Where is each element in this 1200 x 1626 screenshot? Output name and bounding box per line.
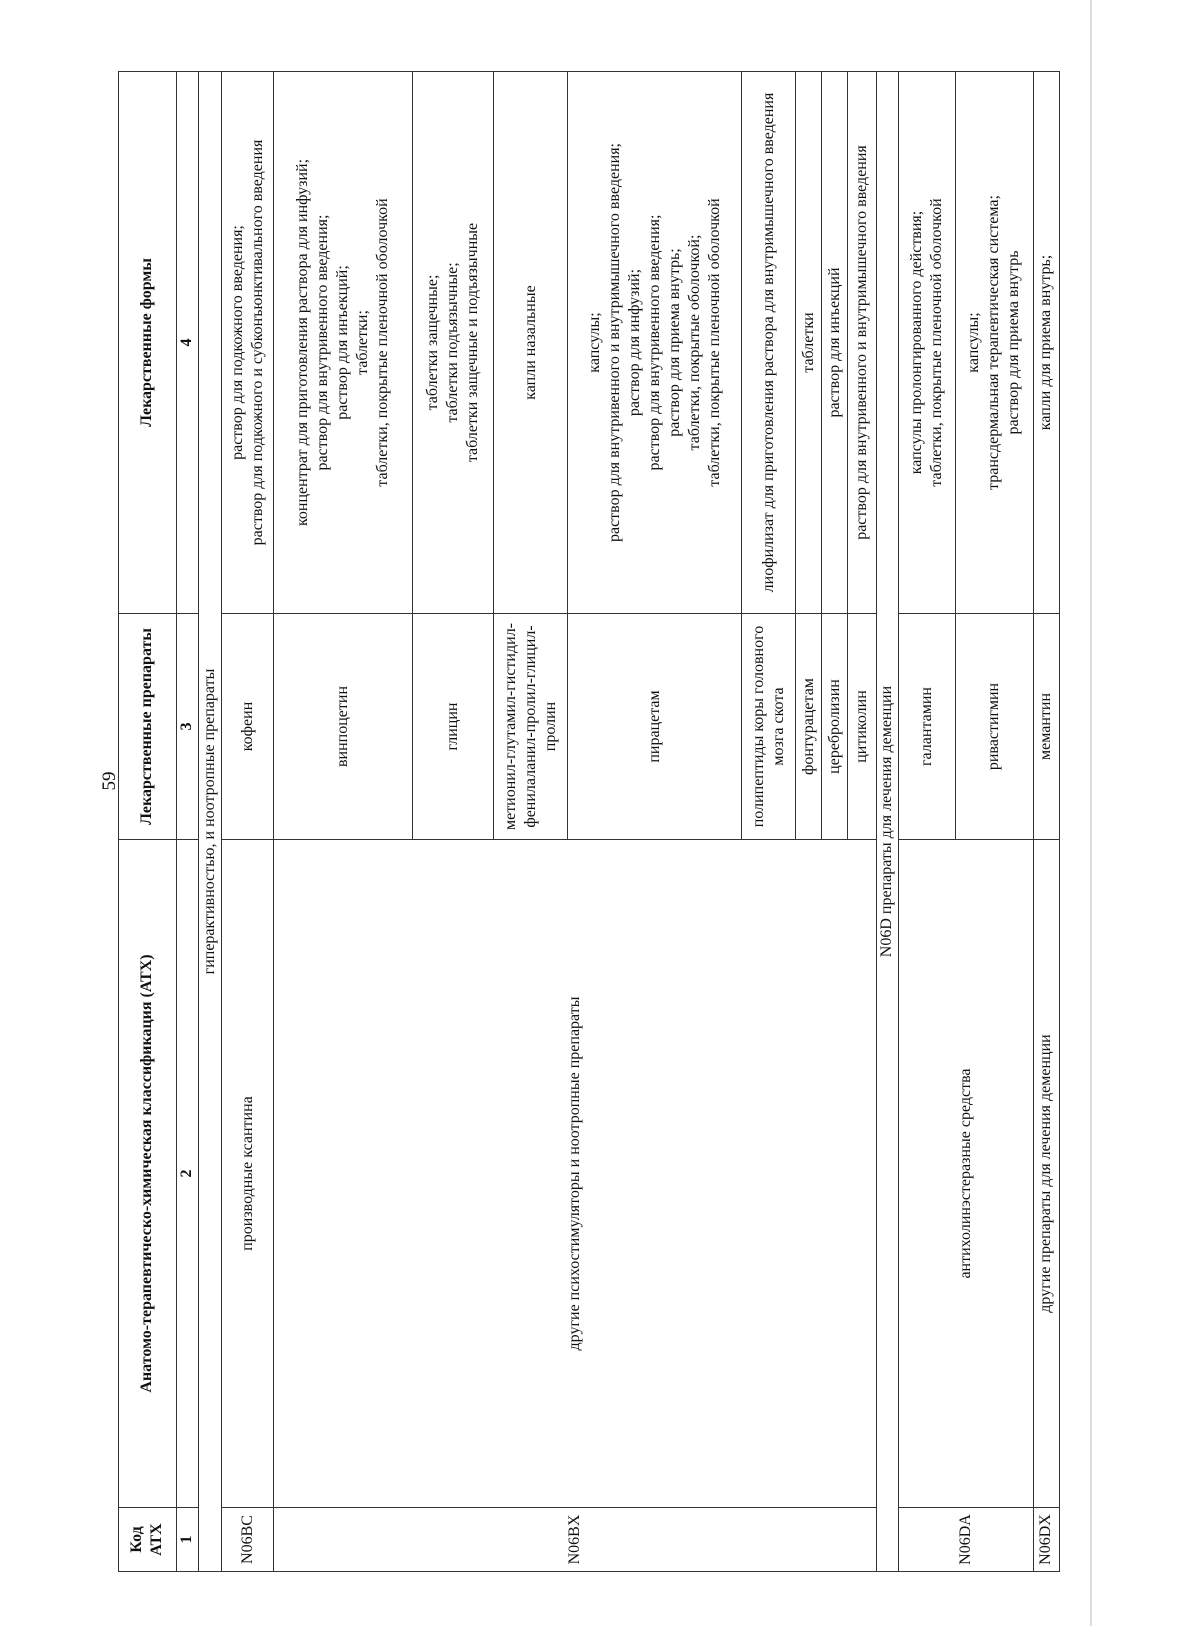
form-line: капли для приема внутрь; (1037, 254, 1055, 431)
dosage-forms (796, 72, 822, 614)
drug-table (118, 71, 1060, 1572)
section-heading: гиперактивностью, и ноотропные препараты (199, 72, 222, 1572)
column-number-row (176, 72, 199, 1572)
form-line: лиофилизат для приготовления раствора для внутримышечного введения (759, 92, 777, 593)
header-drugs: Лекарственные препараты (119, 614, 177, 840)
form-line: таблетки подъязычные; (444, 262, 462, 423)
scan-edge (1090, 0, 1092, 1626)
section-heading: N06D препараты для лечения деменции (876, 72, 899, 1572)
column-number: 3 (176, 614, 199, 840)
rotated-page (118, 72, 1060, 1572)
drug-name: фонтурацетам (796, 614, 822, 840)
dosage-forms (494, 72, 568, 614)
table-row (899, 72, 955, 1572)
form-line: капсулы; (585, 312, 603, 373)
table-row (1033, 72, 1059, 1572)
atc-code: N06BX (274, 1508, 876, 1572)
form-line: раствор для внутривенного и внутримышечного введения; (605, 142, 623, 543)
dosage-forms (848, 72, 876, 614)
form-line: раствор для приема внутрь (1005, 250, 1023, 435)
drug-name: цитиколин (848, 614, 876, 840)
form-line: таблетки; (354, 310, 372, 375)
form-line: концентрат для приготовления раствора для инфузий; (294, 158, 312, 527)
drug-name: ривастигмин (955, 614, 1033, 840)
form-line: таблетки, покрытые оболочкой; (685, 234, 703, 451)
drug-name: мемантин (1033, 614, 1059, 840)
drug-name: галантамин (899, 614, 955, 840)
drug-name: кофеин (222, 614, 274, 840)
header-code: Код АТХ (119, 1508, 177, 1572)
dosage-forms (955, 72, 1033, 614)
form-line: раствор для внутривенного введения; (314, 214, 332, 471)
form-line: раствор для подкожного и субконъюнктивального введения (248, 139, 266, 546)
dosage-forms (274, 72, 413, 614)
section-row (876, 72, 899, 1572)
form-line: раствор для подкожного введения; (228, 225, 246, 460)
form-line: раствор для инъекций; (334, 265, 352, 420)
form-line: таблетки, покрытые пленочной оболочкой (928, 198, 946, 487)
atc-class: антихолинэстеразные средства (899, 840, 1034, 1508)
column-number: 4 (176, 72, 199, 614)
drug-name: метионил-глутамил-гистидил-фенилаланил-пролил-глицил-пролин (494, 614, 568, 840)
form-line: капли назальные (521, 285, 539, 400)
atc-class: другие психостимуляторы и ноотропные препараты (274, 840, 876, 1508)
form-line: таблетки защечные; (424, 274, 442, 411)
dosage-forms (822, 72, 848, 614)
form-line: раствор для приема внутрь; (665, 248, 683, 437)
dosage-forms (899, 72, 955, 614)
dosage-forms (222, 72, 274, 614)
atc-code: N06DA (899, 1508, 1034, 1572)
atc-class: другие препараты для лечения деменции (1033, 840, 1059, 1508)
form-line: капсулы пролонгированного действия; (908, 210, 926, 475)
form-line: раствор для внутривенного и внутримышечного введения (852, 145, 870, 540)
dosage-forms (741, 72, 795, 614)
form-line: раствор для инъекций (825, 267, 843, 418)
section-row (199, 72, 222, 1572)
atc-class: производные ксантина (222, 840, 274, 1508)
drug-name: глицин (413, 614, 494, 840)
dosage-forms (1033, 72, 1059, 614)
header-row (119, 72, 177, 1572)
table-row (222, 72, 274, 1572)
column-number: 2 (176, 840, 199, 1508)
dosage-forms (568, 72, 742, 614)
atc-code: N06DX (1033, 1508, 1059, 1572)
form-line: раствор для внутривенного введения; (645, 214, 663, 471)
atc-code: N06BC (222, 1508, 274, 1572)
page-number: 59 (99, 771, 120, 791)
form-line: таблетки защечные и подъязычные (464, 222, 482, 463)
drug-name: винпоцетин (274, 614, 413, 840)
drug-name: церебролизин (822, 614, 848, 840)
drug-name: пирацетам (568, 614, 742, 840)
header-forms: Лекарственные формы (119, 72, 177, 614)
form-line: таблетки, покрытые пленочной оболочкой (374, 198, 392, 487)
header-classification: Анатомо-терапевтическо-химическая классификация (АТХ) (119, 840, 177, 1508)
form-line: капсулы; (965, 312, 983, 373)
form-line: таблетки, покрытые пленочной оболочкой (705, 198, 723, 487)
form-line: трансдермальная терапевтическая система; (985, 195, 1003, 490)
form-line: таблетки (799, 312, 817, 373)
form-line: раствор для инфузий; (625, 268, 643, 417)
dosage-forms (413, 72, 494, 614)
drug-name: полипептиды коры головного мозга скота (741, 614, 795, 840)
column-number: 1 (176, 1508, 199, 1572)
table-row (274, 72, 413, 1572)
